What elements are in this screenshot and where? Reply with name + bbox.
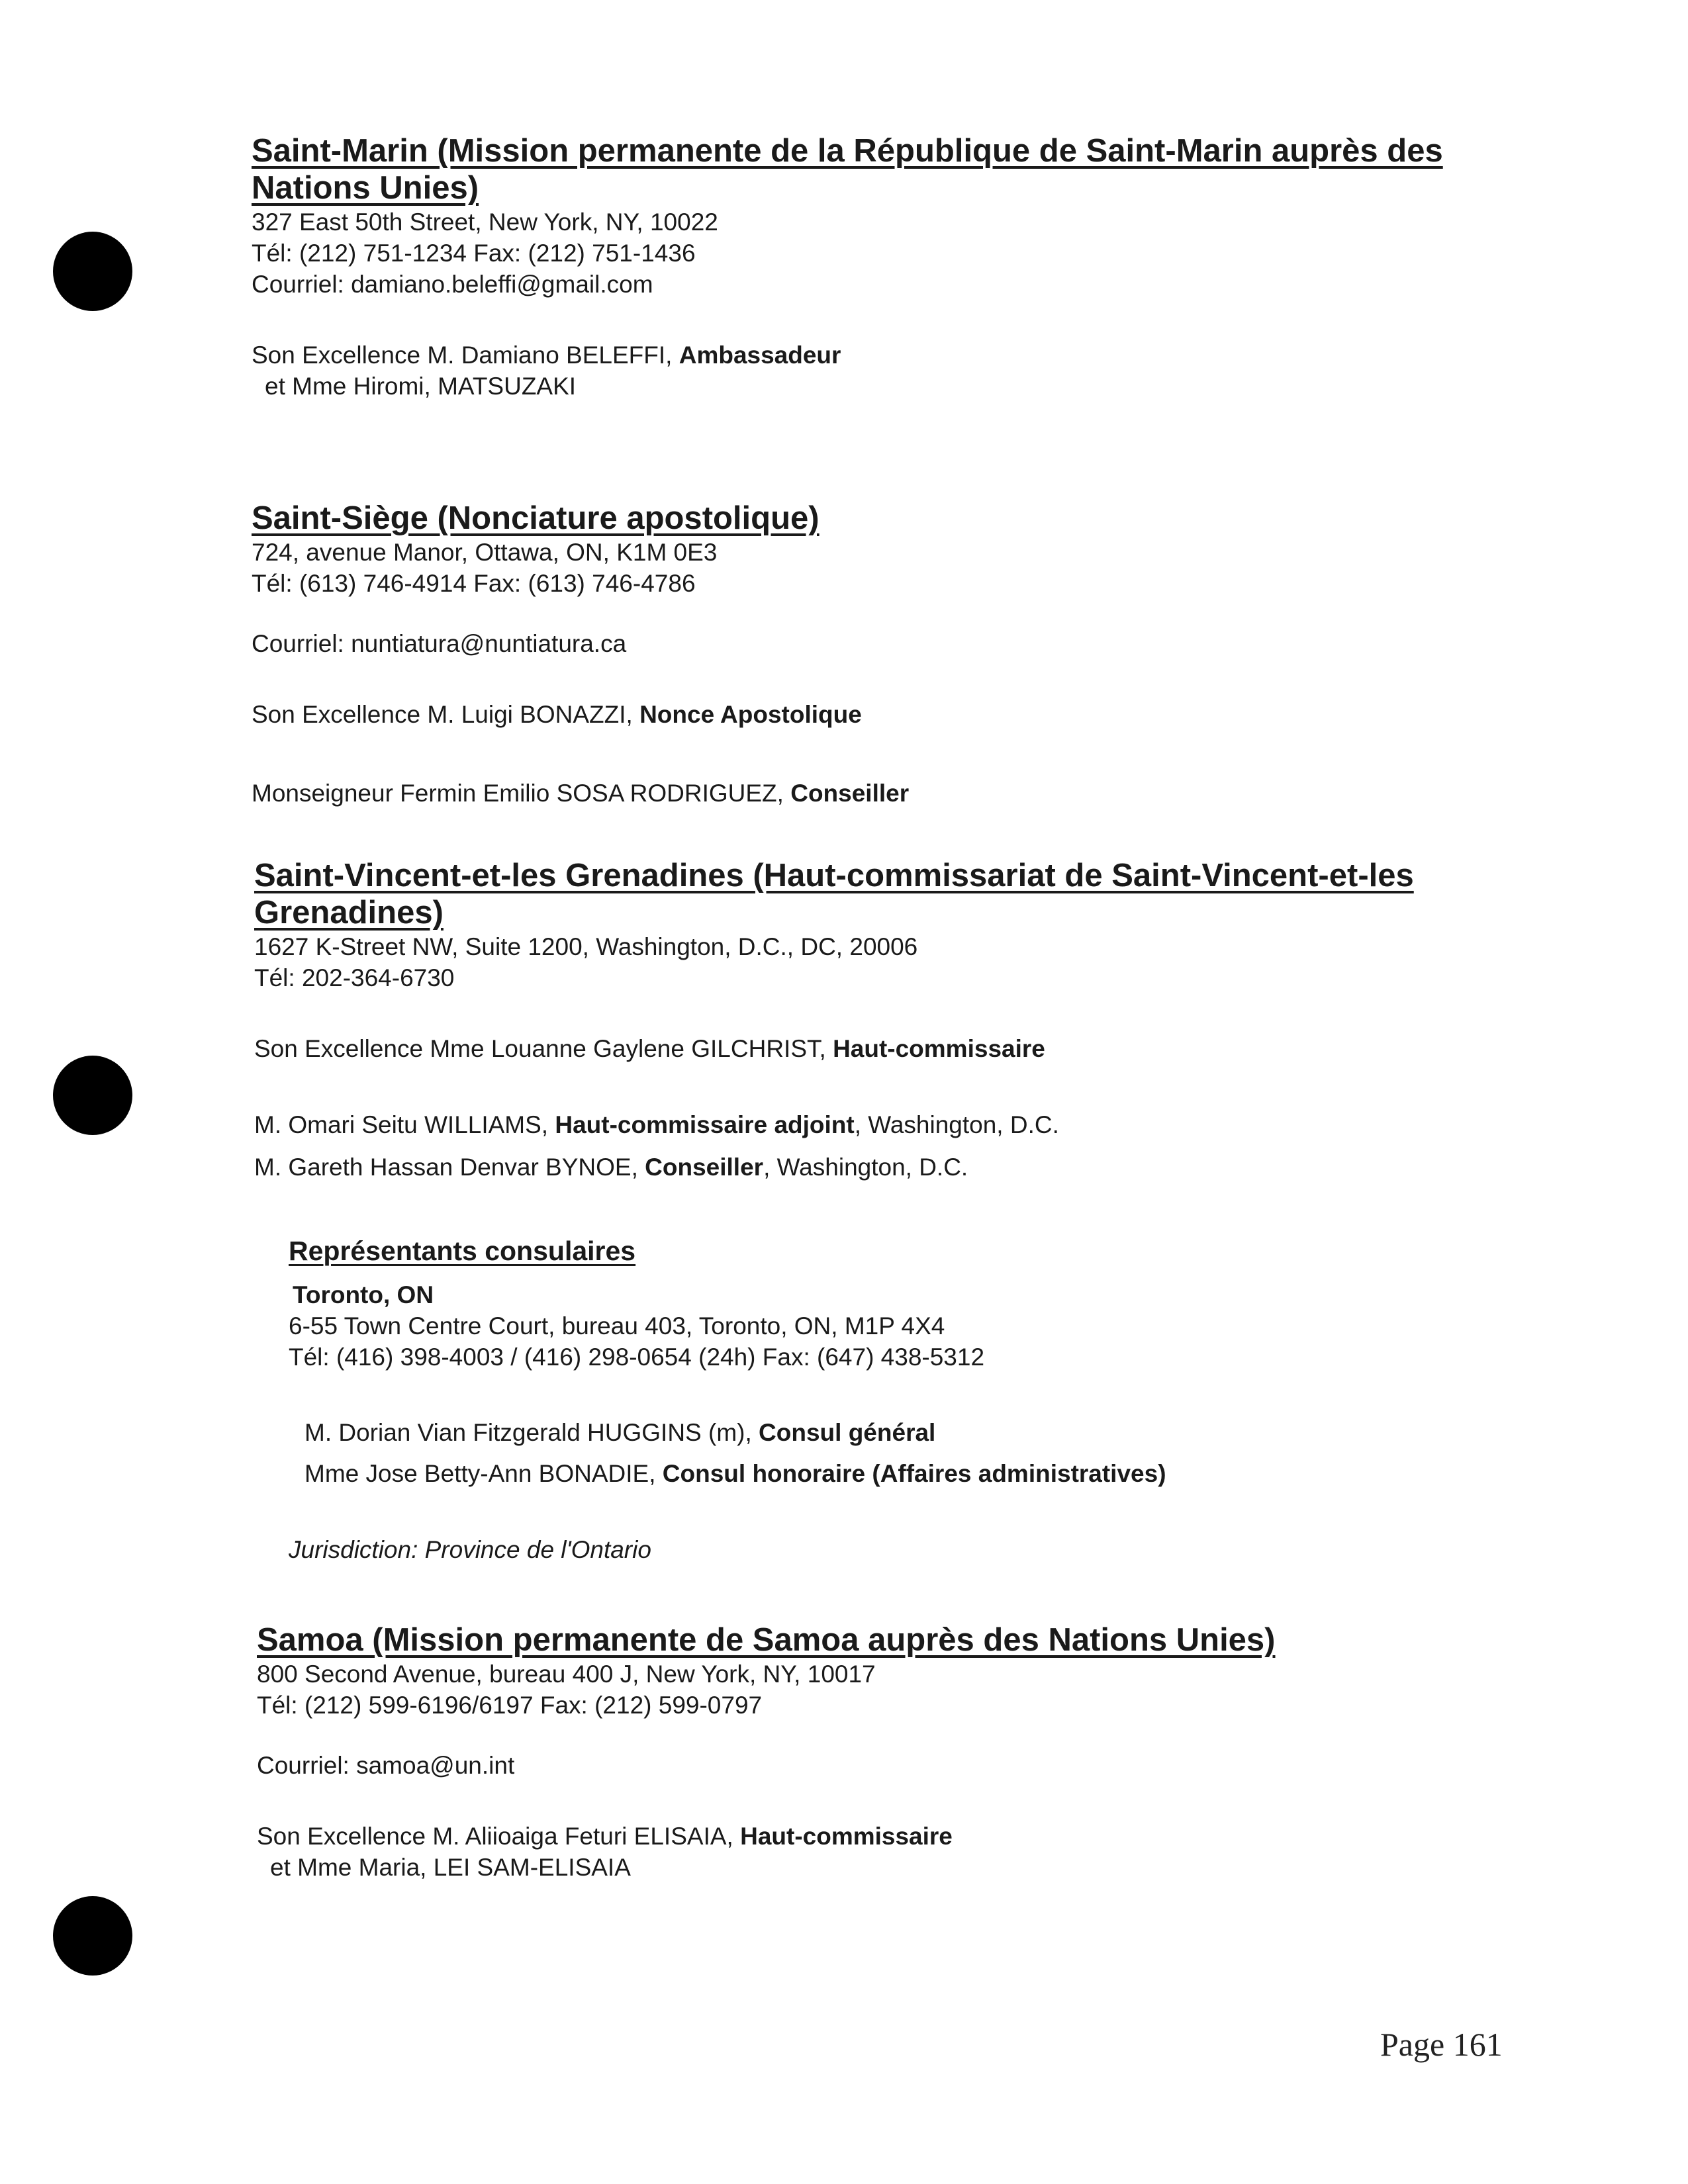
person-high-commissioner — [257, 1821, 1515, 1852]
person-title: Conseiller — [790, 780, 910, 807]
phone-fax: Tél: (212) 751-1234 Fax: (212) 751-1436 — [252, 240, 696, 267]
person-title: Nonce Apostolique — [639, 701, 862, 728]
consular-heading: Représentants consulaires — [289, 1236, 636, 1266]
phone-fax: Tél: (212) 599-6196/6197 Fax: (212) 599-0797 — [257, 1692, 763, 1719]
section-saint-siege — [252, 500, 1509, 809]
section-samoa — [257, 1621, 1515, 1883]
person-name: M. Dorian Vian Fitzgerald HUGGINS (m), — [305, 1419, 759, 1446]
person-consul-general — [289, 1412, 1480, 1453]
person-location: , Washington, D.C. — [763, 1154, 968, 1181]
consular-phone-fax: Tél: (416) 398-4003 / (416) 298-0654 (24h) Fax: (647) 438-5312 — [289, 1343, 985, 1371]
consular-representatives — [289, 1234, 1480, 1565]
email: Courriel: samoa@un.int — [257, 1752, 515, 1779]
address: 800 Second Avenue, bureau 400 J, New York, NY, 10017 — [257, 1661, 876, 1688]
jurisdiction: Jurisdiction: Province de l'Ontario — [289, 1536, 651, 1563]
section-heading — [252, 132, 1509, 206]
heading-line-2: Grenadines) — [254, 895, 444, 931]
person-name: M. Gareth Hassan Denvar BYNOE, — [254, 1154, 645, 1181]
person-name: Son Excellence M. Luigi BONAZZI, — [252, 701, 640, 728]
person-deputy-high-commissioner — [254, 1104, 1512, 1146]
person-title: Conseiller — [645, 1154, 764, 1181]
page-number: Page 161 — [1380, 2026, 1503, 2063]
person-title: Haut-commissaire — [833, 1035, 1045, 1062]
person-high-commissioner — [254, 1033, 1512, 1064]
person-name: Monseigneur Fermin Emilio SOSA RODRIGUEZ, — [252, 780, 791, 807]
section-saint-marin — [252, 132, 1509, 402]
person-honorary-consul — [289, 1453, 1480, 1494]
binder-hole-bottom — [53, 1896, 132, 1976]
heading-line-1: Saint-Vincent-et-les Grenadines (Haut-commissariat de Saint-Vincent-et-les — [254, 858, 1414, 893]
heading-line-2: Nations Unies) — [252, 170, 479, 206]
section-heading: Samoa (Mission permanente de Samoa auprès des Nations Unies) — [257, 1622, 1276, 1658]
person-name: Mme Jose Betty-Ann BONADIE, — [305, 1460, 663, 1487]
address: 1627 K-Street NW, Suite 1200, Washington, D.C., DC, 20006 — [254, 933, 918, 960]
person-spouse: et Mme Hiromi, MATSUZAKI — [265, 373, 577, 400]
binder-hole-top — [53, 232, 132, 311]
person-title: Consul honoraire (Affaires administratives) — [662, 1460, 1166, 1487]
person-name: Son Excellence Mme Louanne Gaylene GILCHRIST, — [254, 1035, 833, 1062]
address: 327 East 50th Street, New York, NY, 10022 — [252, 208, 718, 236]
person-ambassador — [252, 340, 1509, 371]
consular-city: Toronto, ON — [293, 1281, 434, 1308]
person-name: M. Omari Seitu WILLIAMS, — [254, 1111, 555, 1138]
binder-hole-middle — [53, 1056, 132, 1135]
address: 724, avenue Manor, Ottawa, ON, K1M 0E3 — [252, 539, 718, 566]
person-counsellor — [254, 1146, 1512, 1189]
person-location: , Washington, D.C. — [854, 1111, 1059, 1138]
person-title: Consul général — [759, 1419, 936, 1446]
phone: Tél: 202-364-6730 — [254, 964, 455, 991]
person-counsellor — [252, 778, 1509, 809]
section-heading — [254, 857, 1512, 931]
phone-fax: Tél: (613) 746-4914 Fax: (613) 746-4786 — [252, 570, 696, 597]
person-name: Son Excellence M. Aliioaiga Feturi ELISAIA, — [257, 1823, 741, 1850]
heading-line-1: Saint-Marin (Mission permanente de la République de Saint-Marin auprès des — [252, 133, 1443, 169]
person-spouse: et Mme Maria, LEI SAM-ELISAIA — [270, 1854, 631, 1881]
email: Courriel: nuntiatura@nuntiatura.ca — [252, 630, 627, 657]
person-nuncio — [252, 699, 1509, 730]
section-heading: Saint-Siège (Nonciature apostolique) — [252, 500, 820, 536]
person-title: Haut-commissaire — [740, 1823, 953, 1850]
person-title: Haut-commissaire adjoint — [555, 1111, 855, 1138]
consular-address: 6-55 Town Centre Court, bureau 403, Toronto, ON, M1P 4X4 — [289, 1312, 945, 1340]
person-title: Ambassadeur — [679, 341, 841, 369]
person-name: Son Excellence M. Damiano BELEFFI, — [252, 341, 679, 369]
email: Courriel: damiano.beleffi@gmail.com — [252, 271, 653, 298]
section-saint-vincent — [254, 857, 1512, 1189]
